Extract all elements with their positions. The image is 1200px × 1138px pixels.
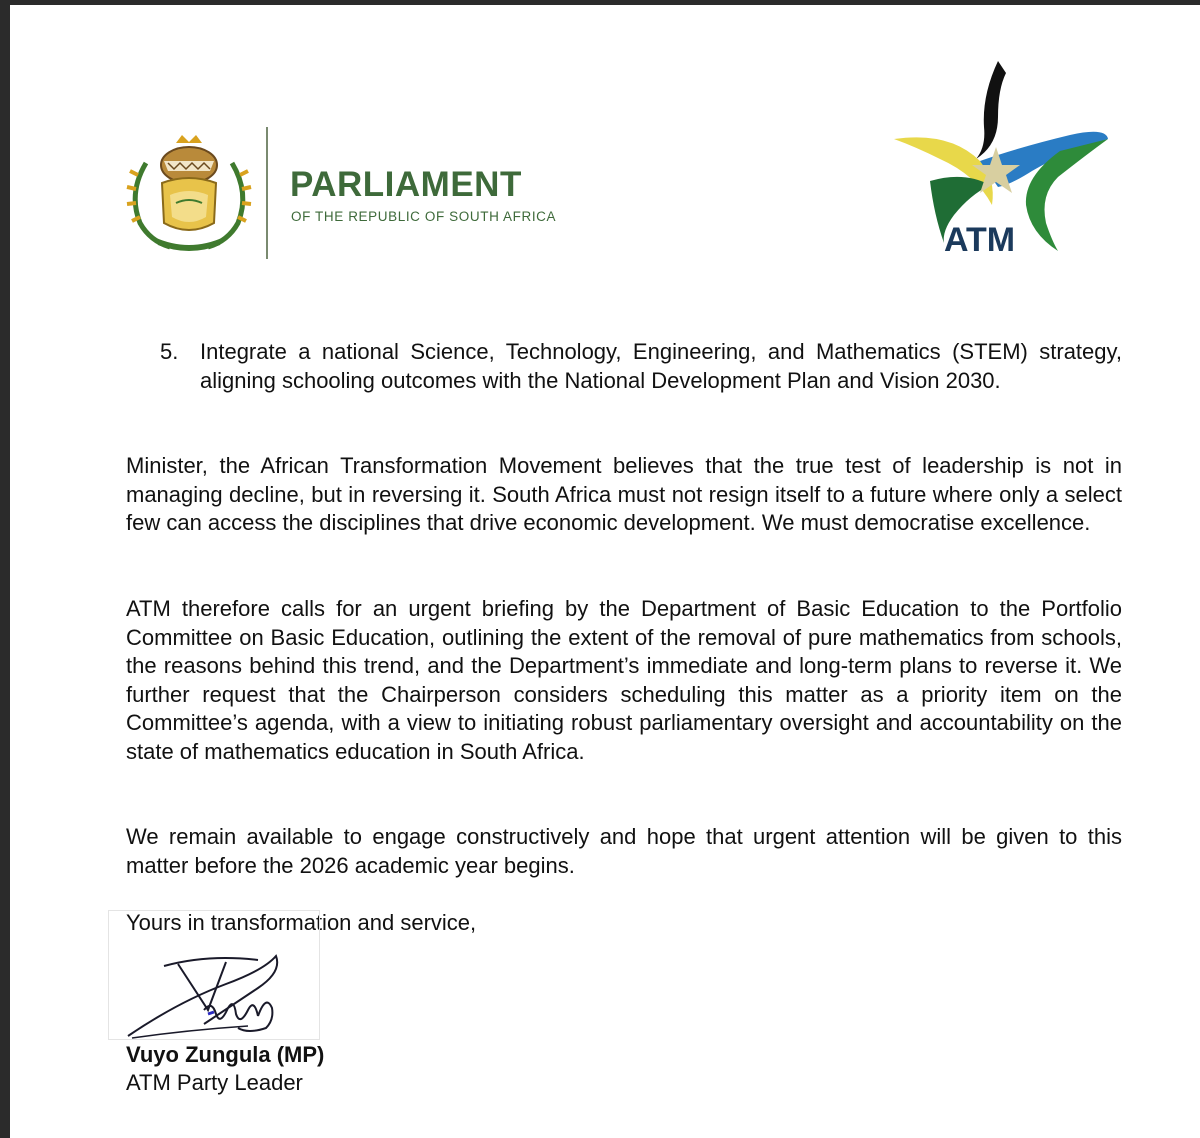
parliament-title: PARLIAMENT (290, 165, 522, 204)
signer-title: ATM Party Leader (126, 1070, 303, 1095)
paragraph-1: Minister, the African Transformation Movement believes that the true test of leadership is not in managing decline, but in reversing it. South Africa must not resign itself to a future where only a select few can access the disciplines that drive economic development. We must democratise excellence. (126, 453, 1122, 536)
parliament-subtitle: OF THE REPUBLIC OF SOUTH AFRICA (291, 209, 557, 224)
coat-of-arms-logo (124, 133, 254, 253)
list-item-text: Integrate a national Science, Technology, Engineering, and Mathematics (STEM) strategy, aligning schooling outcomes with the National Development Plan and Vision 2030. (200, 339, 1122, 393)
letterhead (10, 5, 1200, 305)
list-item-number: 5. (160, 339, 179, 364)
paragraph-3: We remain available to engage constructively and hope that urgent attention will be given to this matter before the 2026 academic year begins. (126, 824, 1122, 878)
paragraph-2: ATM therefore calls for an urgent briefing by the Department of Basic Education to the Portfolio Committee on Basic Education, outlining the extent of the removal of pure mathematics from schools, the reasons behind this trend, and the Department’s immediate and long-term plans to reverse it. We further request that the Chairperson considers scheduling this matter as a priority item on the Committee’s agenda, with a view to initiating robust parliamentary oversight and accountability on the state of mathematics education in South Africa. (126, 596, 1122, 764)
header-divider (266, 127, 268, 259)
atm-logo-text: ATM (944, 221, 1016, 259)
signer-name: Vuyo Zungula (MP) (126, 1042, 325, 1067)
letter-page (10, 5, 1200, 1138)
closing-line: Yours in transformation and service, (126, 910, 477, 935)
atm-party-logo (880, 55, 1110, 265)
